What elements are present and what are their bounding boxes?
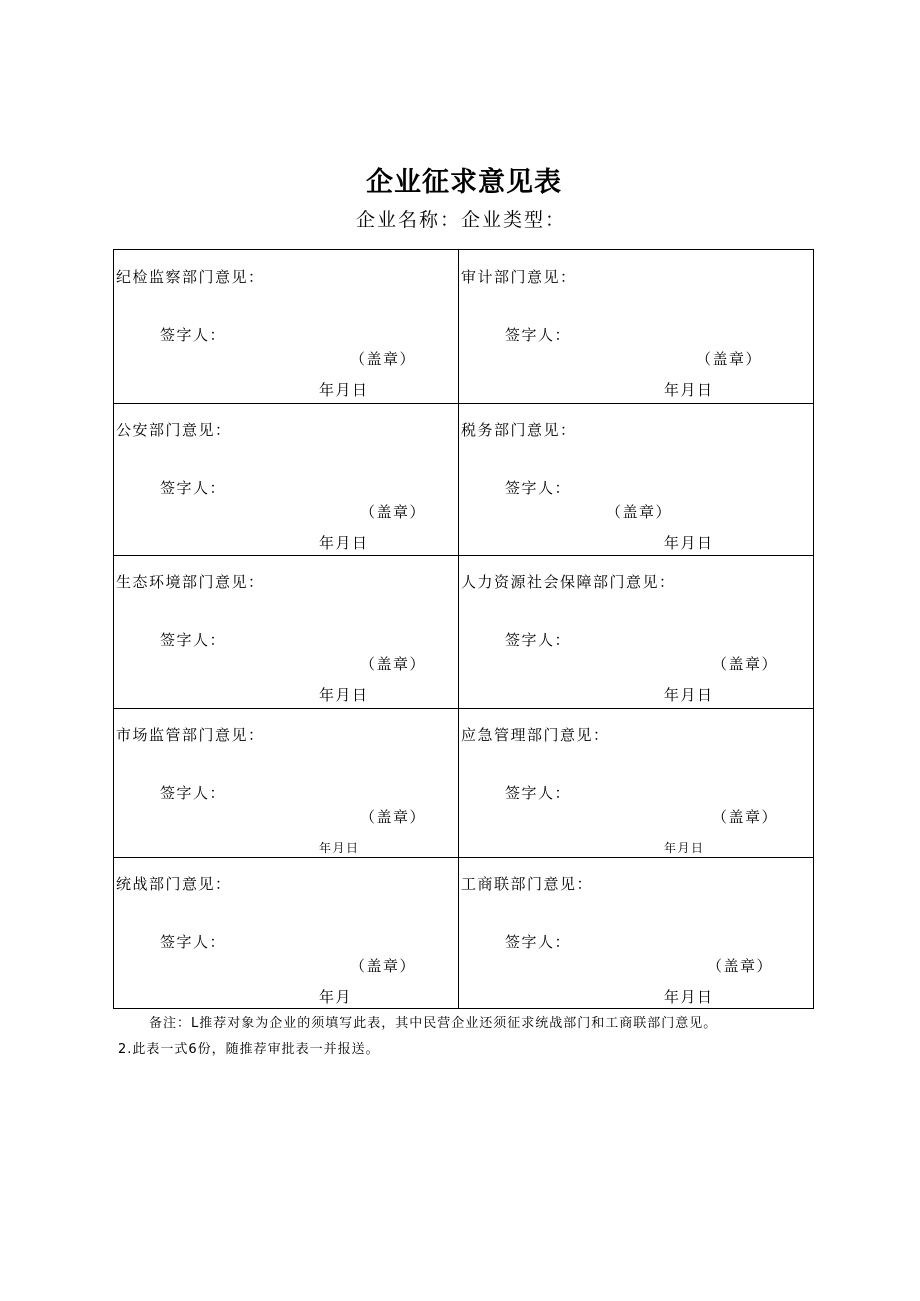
date-label: 年月日 (319, 534, 369, 552)
cell-federation-commerce (459, 857, 813, 1008)
form-subtitle: 企业名称：企业类型： (356, 209, 567, 231)
form-title: 企业征求意见表 (366, 167, 562, 198)
cell-market-supervision (114, 708, 458, 857)
signer-label: 签字人： (505, 784, 572, 802)
cell-audit (459, 250, 813, 403)
opinion-label: 公安部门意见： (116, 421, 232, 439)
opinion-label: 审计部门意见： (461, 268, 577, 286)
signer-label: 签字人： (505, 631, 572, 649)
cell-public-security (114, 403, 458, 555)
opinion-label: 纪检监察部门意见： (116, 268, 265, 286)
remark-line-1: 备注：L推荐对象为企业的须填写此表，其中民营企业还须征求统战部门和工商联部门意见。 (149, 1016, 718, 1031)
signer-label: 签字人： (160, 933, 227, 951)
date-label: 年月 (319, 988, 353, 1006)
date-label: 年月日 (319, 686, 369, 704)
date-label: 年月日 (319, 841, 360, 855)
seal-label: （盖章） (360, 503, 427, 521)
seal-label: （盖章） (707, 957, 774, 975)
signer-label: 签字人： (505, 479, 572, 497)
remark-line-2: 2.此表一式6份，随推荐审批表一并报送。 (118, 1042, 380, 1057)
seal-label: （盖章） (360, 808, 427, 826)
date-label: 年月日 (664, 686, 714, 704)
signer-label: 签字人： (160, 479, 227, 497)
signer-label: 签字人： (160, 631, 227, 649)
cell-united-front (114, 857, 458, 1008)
opinion-label: 生态环境部门意见： (116, 573, 265, 591)
signer-label: 签字人： (505, 933, 572, 951)
opinion-table (113, 249, 814, 1009)
opinion-label: 人力资源社会保障部门意见： (461, 573, 676, 591)
signer-label: 签字人： (160, 784, 227, 802)
cell-discipline-inspection (114, 250, 458, 403)
date-label: 年月日 (664, 988, 714, 1006)
signer-label: 签字人： (505, 326, 572, 344)
opinion-label: 工商联部门意见： (461, 875, 594, 893)
cell-emergency-management (459, 708, 813, 857)
cell-ecology-environment (114, 555, 458, 708)
opinion-label: 应急管理部门意见： (461, 726, 610, 744)
date-label: 年月日 (319, 381, 369, 399)
seal-label: （盖章） (712, 808, 779, 826)
seal-label: （盖章） (350, 957, 417, 975)
seal-label: （盖章） (712, 655, 779, 673)
cell-tax (459, 403, 813, 555)
seal-label: （盖章） (606, 503, 673, 521)
opinion-label: 统战部门意见： (116, 875, 232, 893)
opinion-label: 市场监管部门意见： (116, 726, 265, 744)
opinion-label: 税务部门意见： (461, 421, 577, 439)
seal-label: （盖章） (360, 655, 427, 673)
signer-label: 签字人： (160, 326, 227, 344)
cell-human-resources (459, 555, 813, 708)
date-label: 年月日 (664, 841, 705, 855)
seal-label: （盖章） (696, 350, 763, 368)
date-label: 年月日 (664, 381, 714, 399)
seal-label: （盖章） (350, 350, 417, 368)
date-label: 年月日 (664, 534, 714, 552)
